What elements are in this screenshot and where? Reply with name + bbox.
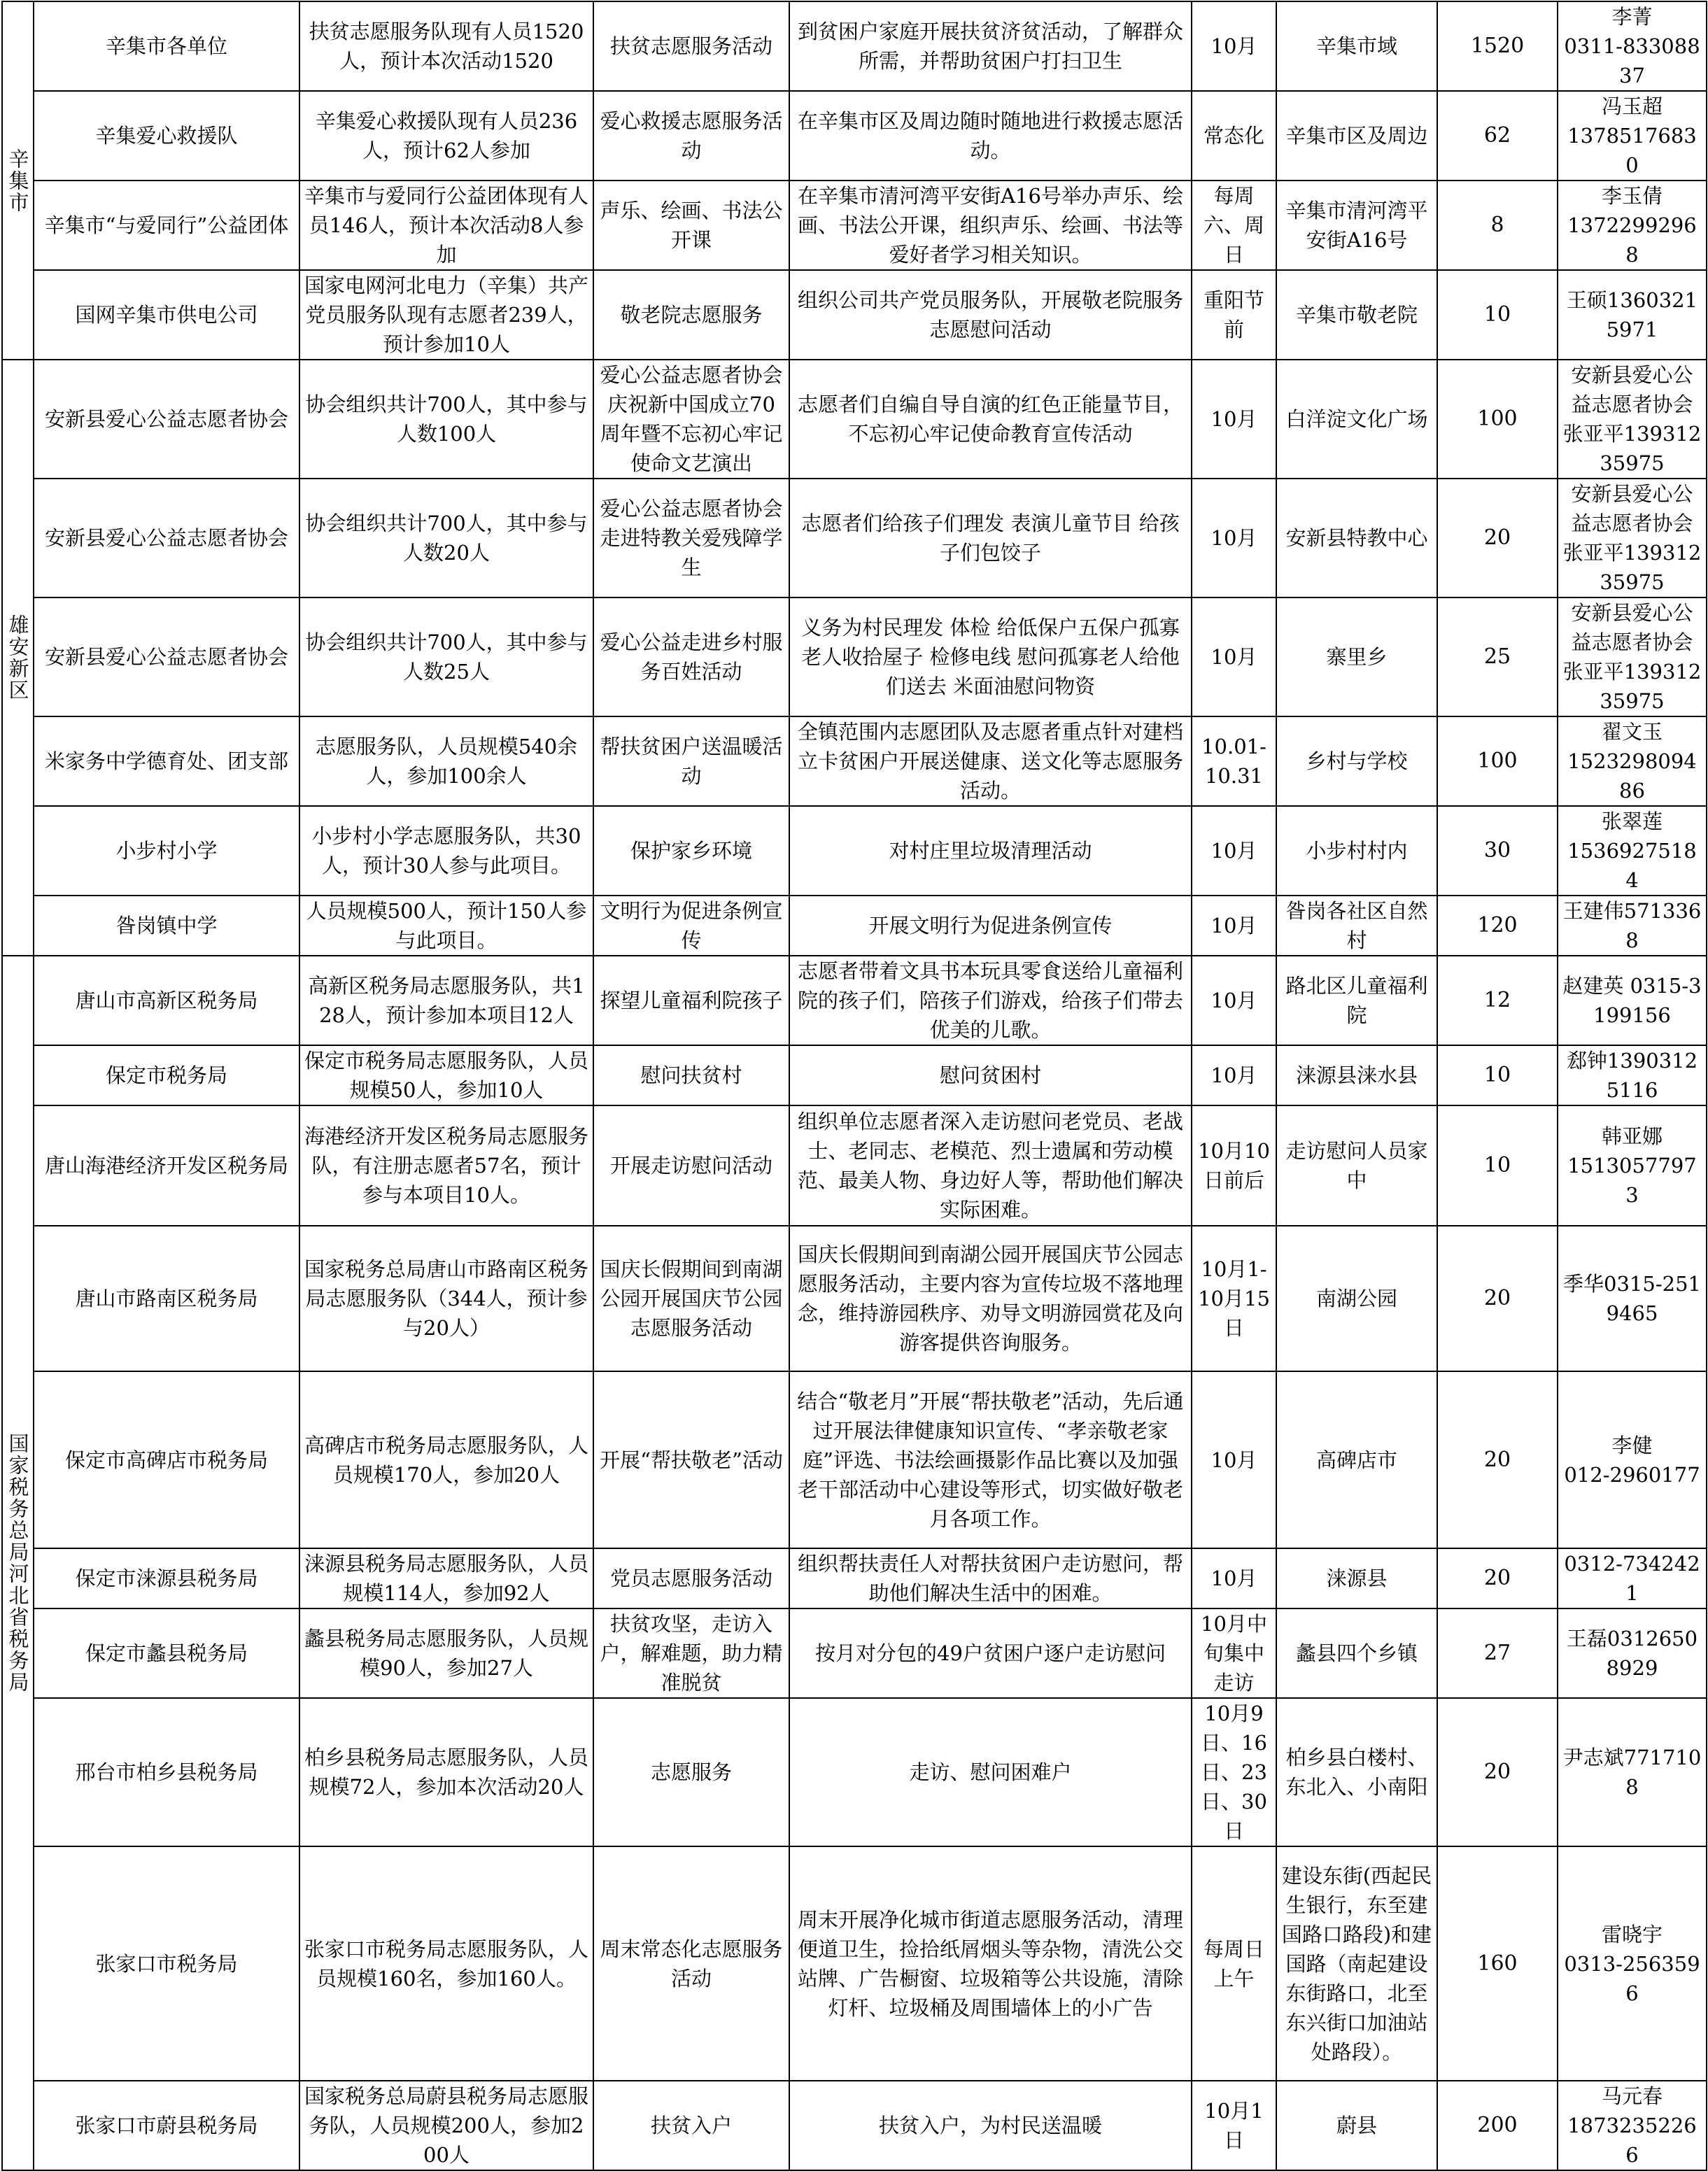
team-scale-cell: 扶贫志愿服务队现有人员1520人，预计本次活动1520 — [299, 1, 593, 91]
team-scale-cell: 国家电网河北电力（辛集）共产党员服务队现有志愿者239人，预计参加10人 — [299, 270, 593, 360]
contact-info-cell: 安新县爱心公益志愿者协会张亚平13931235975 — [1558, 360, 1707, 479]
project-name-cell: 周末常态化志愿服务活动 — [593, 1846, 789, 2081]
table-row — [2, 1698, 1707, 1846]
participant-count-cell: 120 — [1437, 896, 1558, 956]
activity-time-cell: 重阳节前 — [1192, 270, 1276, 360]
activity-place-cell: 柏乡县白楼村、东北入、小南阳 — [1276, 1698, 1437, 1846]
activity-time-cell: 10月 — [1192, 956, 1276, 1045]
participant-count-cell: 20 — [1437, 1371, 1558, 1548]
activity-place-cell: 辛集市域 — [1276, 1, 1437, 91]
activity-content-cell: 慰问贫困村 — [789, 1045, 1192, 1105]
participant-count-cell: 200 — [1437, 2081, 1558, 2170]
contact-info-cell: 韩亚娜 15130577973 — [1558, 1105, 1707, 1226]
activity-content-cell: 结合“敬老月”开展“帮扶敬老”活动，先后通过开展法律健康知识宣传、“孝亲敬老家庭”评选、书法绘画摄影作品比赛以及加强老干部活动中心建设等形式，切实做好敬老月各项工作。 — [789, 1371, 1192, 1548]
org-name-cell: 辛集爱心救援队 — [34, 91, 299, 181]
table-row — [2, 1608, 1707, 1698]
participant-count-cell: 160 — [1437, 1846, 1558, 2081]
contact-info-cell: 季华0315-2519465 — [1558, 1226, 1707, 1371]
table-row — [2, 1226, 1707, 1371]
table-row — [2, 896, 1707, 956]
activity-place-cell: 走访慰问人员家中 — [1276, 1105, 1437, 1226]
team-scale-cell: 协会组织共计700人，其中参与人数25人 — [299, 597, 593, 716]
project-name-cell: 爱心公益志愿者协会庆祝新中国成立70周年暨不忘初心牢记使命文艺演出 — [593, 360, 789, 479]
project-name-cell: 党员志愿服务活动 — [593, 1548, 789, 1608]
project-name-cell: 探望儿童福利院孩子 — [593, 956, 789, 1045]
activity-content-cell: 组织公司共产党员服务队，开展敬老院服务志愿慰问活动 — [789, 270, 1192, 360]
activity-content-cell: 志愿者们自编自导自演的红色正能量节目，不忘初心牢记使命教育宣传活动 — [789, 360, 1192, 479]
participant-count-cell: 10 — [1437, 270, 1558, 360]
activity-time-cell: 10月1-10月15日 — [1192, 1226, 1276, 1371]
participant-count-cell: 62 — [1437, 91, 1558, 181]
participant-count-cell: 20 — [1437, 1698, 1558, 1846]
activity-time-cell: 每周六、周日 — [1192, 181, 1276, 270]
org-name-cell: 国网辛集市供电公司 — [34, 270, 299, 360]
activity-place-cell: 蔚县 — [1276, 2081, 1437, 2170]
activity-place-cell: 高碑店市 — [1276, 1371, 1437, 1548]
region-cell: 国家税务总局河北省税务局 — [2, 956, 34, 2170]
activity-time-cell: 10月 — [1192, 1548, 1276, 1608]
table-row — [2, 270, 1707, 360]
participant-count-cell: 10 — [1437, 1045, 1558, 1105]
table-row — [2, 597, 1707, 716]
participant-count-cell: 25 — [1437, 597, 1558, 716]
contact-info-cell: 马元春 18732352266 — [1558, 2081, 1707, 2170]
activity-content-cell: 国庆长假期间到南湖公园开展国庆节公园志愿服务活动，主要内容为宣传垃圾不落地理念，维持游园秩序、劝导文明游园赏花及向游客提供咨询服务。 — [789, 1226, 1192, 1371]
project-name-cell: 开展走访慰问活动 — [593, 1105, 789, 1226]
table-row — [2, 1548, 1707, 1608]
project-name-cell: 扶贫攻坚，走访入户，解难题，助力精准脱贫 — [593, 1608, 789, 1698]
project-name-cell: 爱心救援志愿服务活动 — [593, 91, 789, 181]
activity-content-cell: 组织单位志愿者深入走访慰问老党员、老战士、老同志、老模范、烈士遗属和劳动模范、最美人物、身边好人等，帮助他们解决实际困难。 — [789, 1105, 1192, 1226]
org-name-cell: 张家口市税务局 — [34, 1846, 299, 2081]
activity-time-cell: 常态化 — [1192, 91, 1276, 181]
org-name-cell: 邢台市柏乡县税务局 — [34, 1698, 299, 1846]
contact-info-cell: 李玉倩 13722992968 — [1558, 181, 1707, 270]
activity-place-cell: 寨里乡 — [1276, 597, 1437, 716]
team-scale-cell: 辛集市与爱同行公益团体现有人员146人，预计本次活动8人参加 — [299, 181, 593, 270]
table-row — [2, 1846, 1707, 2081]
contact-info-cell: 冯玉超 13785176830 — [1558, 91, 1707, 181]
activity-time-cell: 10月 — [1192, 1371, 1276, 1548]
activity-place-cell: 白洋淀文化广场 — [1276, 360, 1437, 479]
table-row — [2, 91, 1707, 181]
project-name-cell: 爱心公益走进乡村服务百姓活动 — [593, 597, 789, 716]
table-row — [2, 2081, 1707, 2170]
participant-count-cell: 27 — [1437, 1608, 1558, 1698]
activity-content-cell: 周末开展净化城市街道志愿服务活动，清理便道卫生，捡拾纸屑烟头等杂物，清洗公交站牌、广告橱窗、垃圾箱等公共设施，清除灯杆、垃圾桶及周围墙体上的小广告 — [789, 1846, 1192, 2081]
participant-count-cell: 12 — [1437, 956, 1558, 1045]
activity-place-cell: 路北区儿童福利院 — [1276, 956, 1437, 1045]
activity-content-cell: 志愿者们给孩子们理发 表演儿童节目 给孩子们包饺子 — [789, 479, 1192, 597]
org-name-cell: 安新县爱心公益志愿者协会 — [34, 479, 299, 597]
activity-content-cell: 全镇范围内志愿团队及志愿者重点针对建档立卡贫困户开展送健康、送文化等志愿服务活动。 — [789, 716, 1192, 806]
table-row — [2, 1371, 1707, 1548]
org-name-cell: 辛集市“与爱同行”公益团体 — [34, 181, 299, 270]
activity-place-cell: 涞源县 — [1276, 1548, 1437, 1608]
table-row — [2, 1, 1707, 91]
participant-count-cell: 10 — [1437, 1105, 1558, 1226]
table-row — [2, 956, 1707, 1045]
activity-time-cell: 10月 — [1192, 597, 1276, 716]
table-row — [2, 716, 1707, 806]
project-name-cell: 国庆长假期间到南湖公园开展国庆节公园志愿服务活动 — [593, 1226, 789, 1371]
activity-content-cell: 志愿者带着文具书本玩具零食送给儿童福利院的孩子们，陪孩子们游戏，给孩子们带去优美的儿歌。 — [789, 956, 1192, 1045]
table-row — [2, 360, 1707, 479]
activity-time-cell: 10月1日 — [1192, 2081, 1276, 2170]
project-name-cell: 帮扶贫困户送温暖活动 — [593, 716, 789, 806]
participant-count-cell: 8 — [1437, 181, 1558, 270]
team-scale-cell: 柏乡县税务局志愿服务队，人员规模72人，参加本次活动20人 — [299, 1698, 593, 1846]
activity-content-cell: 走访、慰问困难户 — [789, 1698, 1192, 1846]
team-scale-cell: 保定市税务局志愿服务队，人员规模50人，参加10人 — [299, 1045, 593, 1105]
team-scale-cell: 国家税务总局唐山市路南区税务局志愿服务队（344人，预计参与20人） — [299, 1226, 593, 1371]
activity-place-cell: 昝岗各社区自然村 — [1276, 896, 1437, 956]
activity-time-cell: 10.01-10.31 — [1192, 716, 1276, 806]
activity-time-cell: 10月10日前后 — [1192, 1105, 1276, 1226]
table-row — [2, 181, 1707, 270]
org-name-cell: 唐山市路南区税务局 — [34, 1226, 299, 1371]
activity-content-cell: 按月对分包的49户贫困户逐户走访慰问 — [789, 1608, 1192, 1698]
activity-place-cell: 涞源县涞水县 — [1276, 1045, 1437, 1105]
org-name-cell: 昝岗镇中学 — [34, 896, 299, 956]
project-name-cell: 保护家乡环境 — [593, 806, 789, 896]
activity-content-cell: 开展文明行为促进条例宣传 — [789, 896, 1192, 956]
activity-place-cell: 小步村村内 — [1276, 806, 1437, 896]
activity-place-cell: 蠡县四个乡镇 — [1276, 1608, 1437, 1698]
table-row — [2, 1105, 1707, 1226]
contact-info-cell: 翟文玉 152329809486 — [1558, 716, 1707, 806]
activity-place-cell: 辛集市敬老院 — [1276, 270, 1437, 360]
team-scale-cell: 辛集爱心救援队现有人员236人，预计62人参加 — [299, 91, 593, 181]
activity-content-cell: 在辛集市区及周边随时随地进行救援志愿活动。 — [789, 91, 1192, 181]
participant-count-cell: 30 — [1437, 806, 1558, 896]
contact-info-cell: 安新县爱心公益志愿者协会张亚平13931235975 — [1558, 597, 1707, 716]
org-name-cell: 唐山市高新区税务局 — [34, 956, 299, 1045]
participant-count-cell: 20 — [1437, 1226, 1558, 1371]
table-row — [2, 806, 1707, 896]
activity-time-cell: 每周日上午 — [1192, 1846, 1276, 2081]
activity-content-cell: 扶贫入户，为村民送温暖 — [789, 2081, 1192, 2170]
participant-count-cell: 100 — [1437, 716, 1558, 806]
team-scale-cell: 协会组织共计700人，其中参与人数100人 — [299, 360, 593, 479]
org-name-cell: 安新县爱心公益志愿者协会 — [34, 597, 299, 716]
activity-time-cell: 10月 — [1192, 1, 1276, 91]
org-name-cell: 保定市高碑店市税务局 — [34, 1371, 299, 1548]
org-name-cell: 辛集市各单位 — [34, 1, 299, 91]
activity-content-cell: 到贫困户家庭开展扶贫济贫活动，了解群众所需，并帮助贫困户打扫卫生 — [789, 1, 1192, 91]
contact-info-cell: 赵建英 0315-3199156 — [1558, 956, 1707, 1045]
org-name-cell: 张家口市蔚县税务局 — [34, 2081, 299, 2170]
activity-place-cell: 乡村与学校 — [1276, 716, 1437, 806]
activity-content-cell: 义务为村民理发 体检 给低保户五保户孤寡老人收拾屋子 检修电线 慰问孤寡老人给他们送去 米面油慰问物资 — [789, 597, 1192, 716]
contact-info-cell: 王建伟5713368 — [1558, 896, 1707, 956]
project-name-cell: 志愿服务 — [593, 1698, 789, 1846]
activity-place-cell: 安新县特教中心 — [1276, 479, 1437, 597]
participant-count-cell: 100 — [1437, 360, 1558, 479]
team-scale-cell: 蠡县税务局志愿服务队，人员规模90人，参加27人 — [299, 1608, 593, 1698]
contact-info-cell: 雷晓宇 0313-2563596 — [1558, 1846, 1707, 2081]
activity-place-cell: 建设东街(西起民生银行，东至建国路口路段)和建国路（南起建设东街路口，北至东兴街口加油站处路段）。 — [1276, 1846, 1437, 2081]
activity-content-cell: 在辛集市清河湾平安街A16号举办声乐、绘画、书法公开课，组织声乐、绘画、书法等爱好者学习相关知识。 — [789, 181, 1192, 270]
activity-content-cell: 组织帮扶责任人对帮扶贫困户走访慰问，帮助他们解决生活中的困难。 — [789, 1548, 1192, 1608]
project-name-cell: 声乐、绘画、书法公开课 — [593, 181, 789, 270]
contact-info-cell: 李菁 0311-83308837 — [1558, 1, 1707, 91]
org-name-cell: 唐山海港经济开发区税务局 — [34, 1105, 299, 1226]
volunteer-activity-table — [1, 1, 1707, 2171]
participant-count-cell: 20 — [1437, 479, 1558, 597]
activity-place-cell: 辛集市区及周边 — [1276, 91, 1437, 181]
team-scale-cell: 张家口市税务局志愿服务队，人员规模160名，参加160人。 — [299, 1846, 593, 2081]
team-scale-cell: 国家税务总局蔚县税务局志愿服务队，人员规模200人，参加200人 — [299, 2081, 593, 2170]
activity-place-cell: 南湖公园 — [1276, 1226, 1437, 1371]
org-name-cell: 小步村小学 — [34, 806, 299, 896]
team-scale-cell: 高碑店市税务局志愿服务队，人员规模170人，参加20人 — [299, 1371, 593, 1548]
project-name-cell: 敬老院志愿服务 — [593, 270, 789, 360]
activity-time-cell: 10月中旬集中走访 — [1192, 1608, 1276, 1698]
team-scale-cell: 人员规模500人，预计150人参与此项目。 — [299, 896, 593, 956]
team-scale-cell: 海港经济开发区税务局志愿服务队，有注册志愿者57名，预计参与本项目10人。 — [299, 1105, 593, 1226]
team-scale-cell: 涞源县税务局志愿服务队，人员规模114人，参加92人 — [299, 1548, 593, 1608]
activity-time-cell: 10月 — [1192, 806, 1276, 896]
activity-content-cell: 对村庄里垃圾清理活动 — [789, 806, 1192, 896]
contact-info-cell: 张翠莲 15369275184 — [1558, 806, 1707, 896]
project-name-cell: 爱心公益志愿者协会走进特教关爱残障学生 — [593, 479, 789, 597]
participant-count-cell: 20 — [1437, 1548, 1558, 1608]
org-name-cell: 保定市税务局 — [34, 1045, 299, 1105]
team-scale-cell: 小步村小学志愿服务队，共30人，预计30人参与此项目。 — [299, 806, 593, 896]
activity-time-cell: 10月 — [1192, 360, 1276, 479]
table-row — [2, 1045, 1707, 1105]
participant-count-cell: 1520 — [1437, 1, 1558, 91]
activity-time-cell: 10月9日、16日、23日、30日 — [1192, 1698, 1276, 1846]
region-cell: 辛集市 — [2, 1, 34, 360]
team-scale-cell: 志愿服务队，人员规模540余人，参加100余人 — [299, 716, 593, 806]
table-row — [2, 479, 1707, 597]
contact-info-cell: 尹志斌7717108 — [1558, 1698, 1707, 1846]
region-cell: 雄安新区 — [2, 360, 34, 956]
project-name-cell: 开展“帮扶敬老”活动 — [593, 1371, 789, 1548]
org-name-cell: 安新县爱心公益志愿者协会 — [34, 360, 299, 479]
activity-time-cell: 10月 — [1192, 1045, 1276, 1105]
project-name-cell: 扶贫志愿服务活动 — [593, 1, 789, 91]
contact-info-cell: 0312-7342421 — [1558, 1548, 1707, 1608]
project-name-cell: 扶贫入户 — [593, 2081, 789, 2170]
team-scale-cell: 协会组织共计700人，其中参与人数20人 — [299, 479, 593, 597]
contact-info-cell: 安新县爱心公益志愿者协会张亚平13931235975 — [1558, 479, 1707, 597]
contact-info-cell: 王硕13603215971 — [1558, 270, 1707, 360]
contact-info-cell: 郄钟13903125116 — [1558, 1045, 1707, 1105]
org-name-cell: 保定市涞源县税务局 — [34, 1548, 299, 1608]
contact-info-cell: 王磊03126508929 — [1558, 1608, 1707, 1698]
activity-time-cell: 10月 — [1192, 479, 1276, 597]
table-body — [2, 1, 1707, 2170]
activity-time-cell: 10月 — [1192, 896, 1276, 956]
org-name-cell: 保定市蠡县税务局 — [34, 1608, 299, 1698]
project-name-cell: 文明行为促进条例宣传 — [593, 896, 789, 956]
team-scale-cell: 高新区税务局志愿服务队，共128人，预计参加本项目12人 — [299, 956, 593, 1045]
project-name-cell: 慰问扶贫村 — [593, 1045, 789, 1105]
activity-place-cell: 辛集市清河湾平安街A16号 — [1276, 181, 1437, 270]
org-name-cell: 米家务中学德育处、团支部 — [34, 716, 299, 806]
contact-info-cell: 李健 012-2960177 — [1558, 1371, 1707, 1548]
